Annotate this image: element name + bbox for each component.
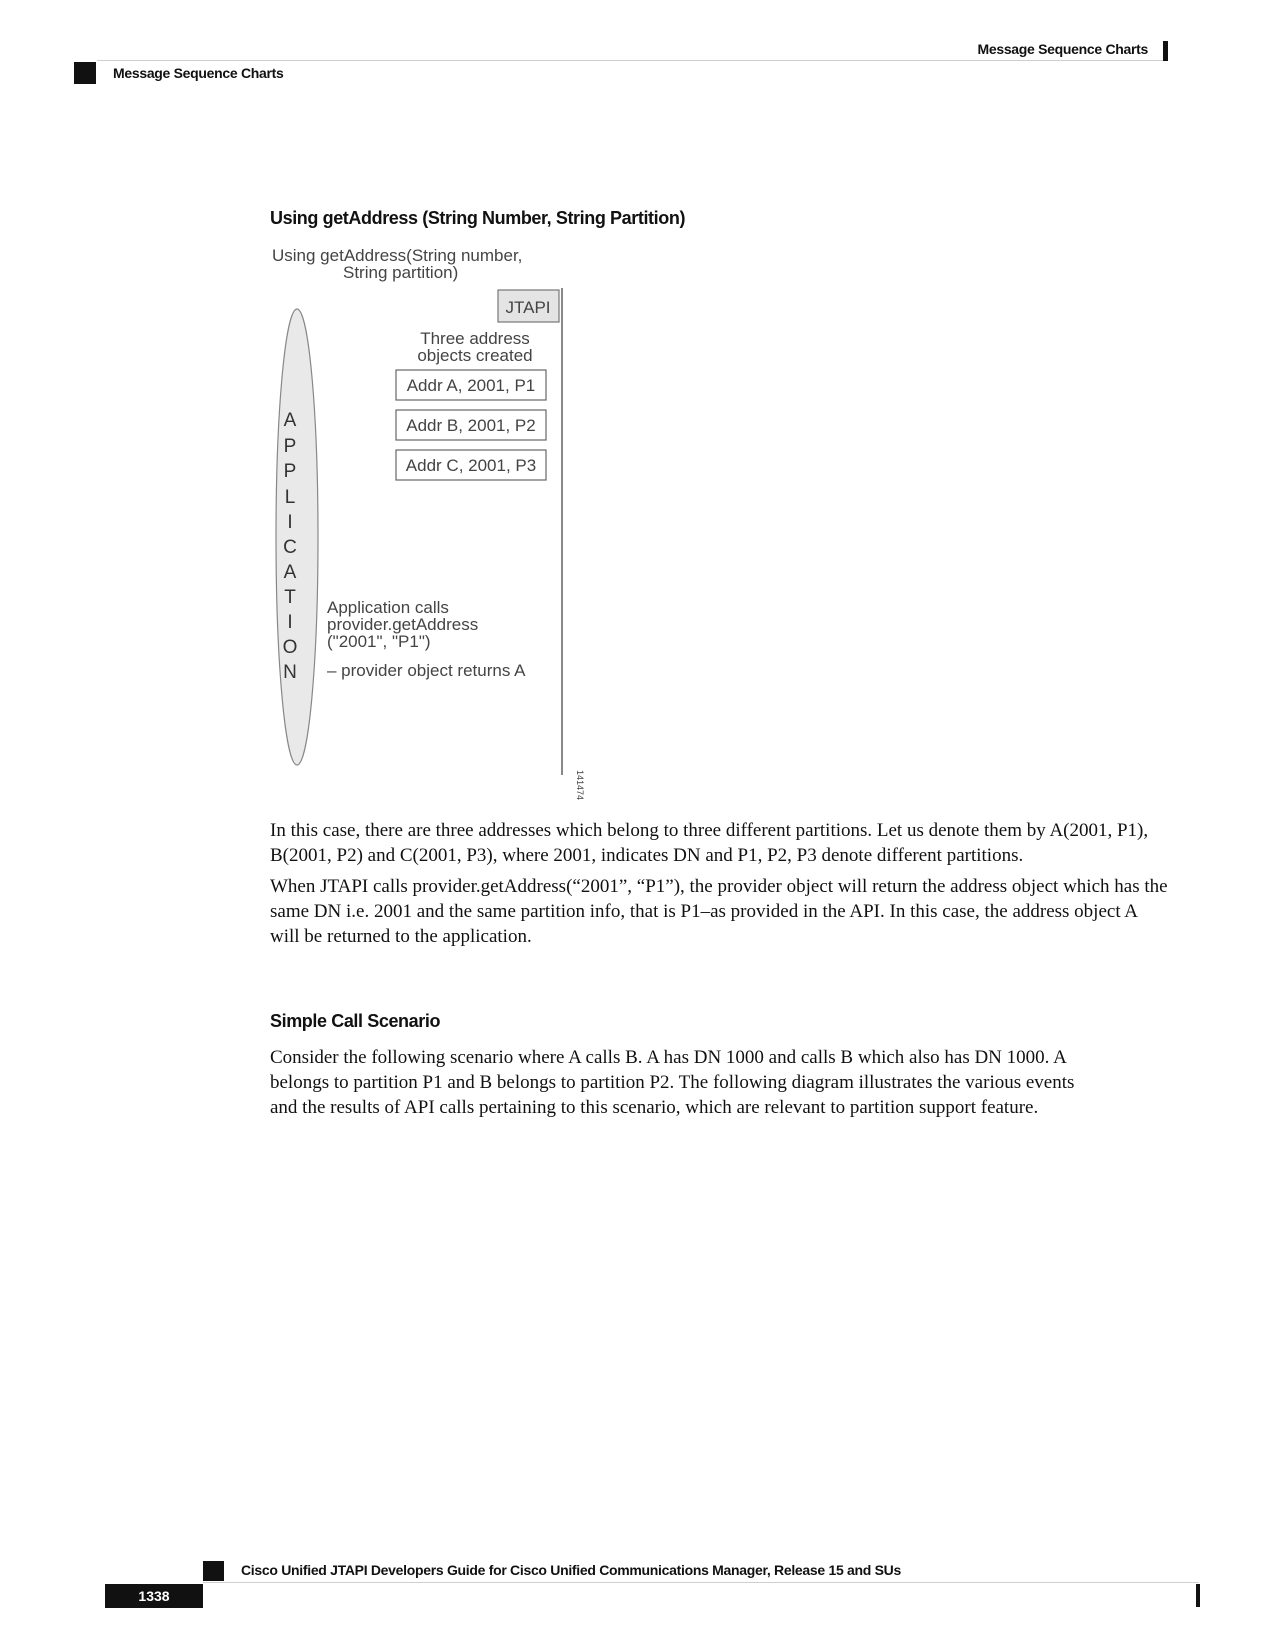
application-letter: A — [283, 562, 297, 583]
footer-title: Cisco Unified JTAPI Developers Guide for Cisco Unified Communications Manager, Release 15 and SUs — [241, 1562, 901, 1578]
diagram-caption-line1: Using getAddress(String number, — [272, 246, 523, 265]
call-line1: Application calls — [327, 598, 449, 617]
paragraph-partitions: In this case, there are three addresses which belong to three different partitions. Let us denote them by A(2001, P1), B(2001, P2) and C(2001, P3), where 2001, indicates DN and P1, P2, P3 denote different partitions. — [270, 820, 1149, 866]
address-label-b: Addr B, 2001, P2 — [406, 416, 536, 435]
footer-rule — [203, 1582, 1199, 1583]
jtapi-label: JTAPI — [505, 298, 551, 317]
application-letter: C — [283, 537, 297, 558]
application-letter: I — [287, 512, 293, 533]
paragraph-scenario: Consider the following scenario where A calls B. A has DN 1000 and calls B which also has DN 1000. A belongs to partition P1 and B belongs to partition P2. The following diagram illustrates the various events and the results of API calls pertaining to this scenario, which are relevant to partition support feature. — [270, 1047, 1075, 1118]
note-line2: objects created — [417, 346, 533, 365]
application-letter: T — [284, 587, 296, 608]
note-line1: Three address — [420, 329, 530, 348]
result-line: – provider object returns A — [327, 661, 526, 680]
header-chapter-title: Message Sequence Charts — [977, 41, 1148, 57]
header-block — [74, 62, 96, 84]
application-letter: A — [283, 410, 297, 431]
application-letter: P — [283, 436, 297, 457]
application-letter: L — [284, 487, 296, 508]
footer-block — [203, 1561, 224, 1581]
application-letter: P — [283, 461, 297, 482]
call-line2: provider.getAddress — [327, 615, 479, 634]
application-letter: I — [287, 612, 293, 633]
application-letter: N — [283, 662, 297, 683]
application-letter: O — [282, 637, 298, 658]
call-line3: ("2001", "P1") — [327, 632, 431, 651]
address-label-a: Addr A, 2001, P1 — [406, 376, 536, 395]
header-rule — [97, 60, 1167, 61]
figure-id: 141474 — [575, 770, 585, 801]
diagram-caption-line2: String partition) — [343, 263, 459, 282]
getaddress-diagram — [270, 240, 590, 805]
footer-bar — [1196, 1584, 1200, 1607]
application-letters — [283, 410, 298, 683]
figure-heading: Using getAddress (String Number, String Partition) — [270, 208, 686, 228]
section-heading: Simple Call Scenario — [270, 1011, 441, 1031]
address-label-c: Addr C, 2001, P3 — [405, 456, 537, 475]
page-number: 1338 — [105, 1584, 203, 1608]
header-section-title: Message Sequence Charts — [113, 65, 284, 81]
header-bar — [1163, 41, 1168, 61]
paragraph-getaddress: When JTAPI calls provider.getAddress(“2001”, “P1”), the provider object will return the address object which has the same DN i.e. 2001 and the same partition info, that is P1–as provided in the API. In this case, the address object A will be returned to the application. — [270, 876, 1168, 947]
